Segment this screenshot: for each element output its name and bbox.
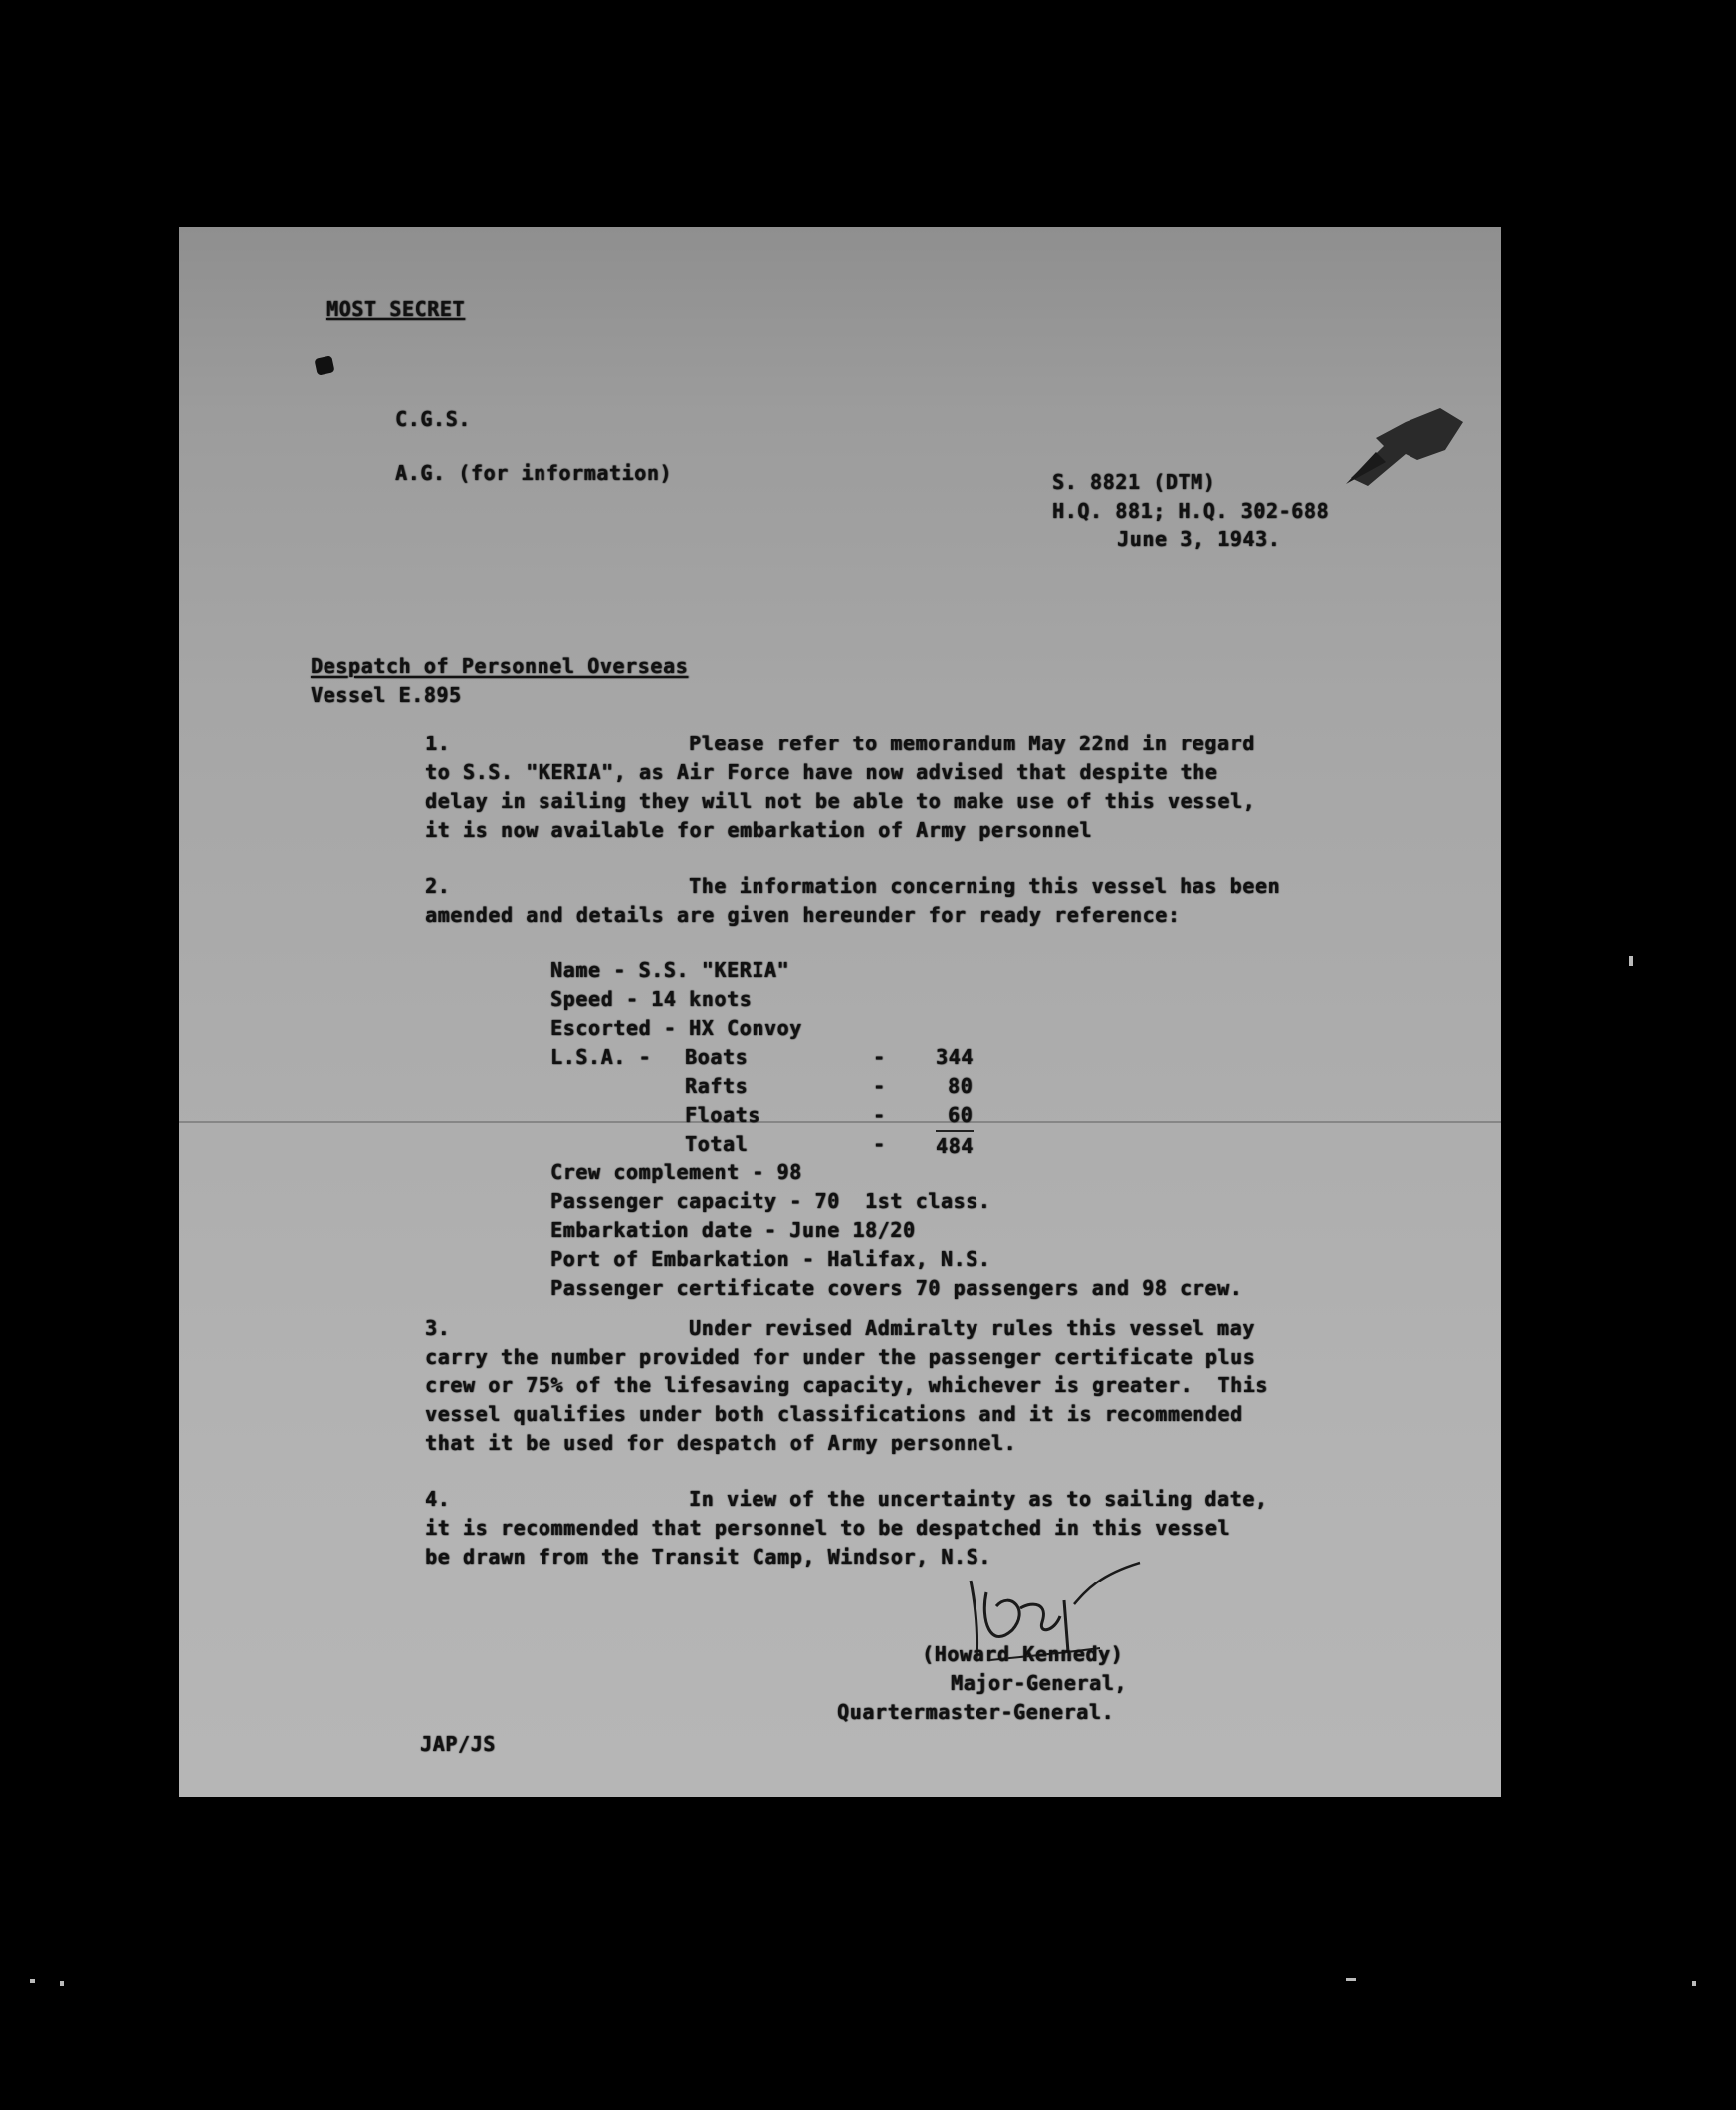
addressee-cgs: C.G.S. (395, 407, 471, 431)
reference-number: S. 8821 (DTM) (1052, 470, 1216, 494)
classification-label: MOST SECRET (326, 297, 466, 320)
para2-number: 2. (425, 874, 451, 898)
typist-initials: JAP/JS (420, 1732, 496, 1756)
lsa-item: Rafts (685, 1074, 749, 1098)
para4-number: 4. (425, 1487, 451, 1511)
scan-speck (1692, 1981, 1696, 1986)
signatory-title: Quartermaster-General. (837, 1700, 1115, 1724)
document-date: June 3, 1943. (1117, 528, 1281, 551)
scan-speck (60, 1981, 64, 1986)
lsa-item: Boats (685, 1045, 749, 1069)
signatory-rank: Major-General, (951, 1671, 1127, 1695)
lsa-item: Floats (685, 1103, 760, 1127)
lsa-dash: - (873, 1103, 886, 1127)
lsa-value: 484 (936, 1130, 974, 1160)
scan-speck (30, 1979, 35, 1983)
detail-crew: Crew complement - 98 (550, 1160, 802, 1184)
addressee-ag: A.G. (for information) (395, 461, 673, 485)
detail-passenger-capacity: Passenger capacity - 70 1st class. (550, 1189, 991, 1213)
lsa-value: 344 (936, 1045, 974, 1069)
scan-speck (1629, 956, 1633, 966)
scan-speck (1346, 1978, 1356, 1981)
arrow-stamp-icon (1346, 408, 1465, 488)
lsa-dash: - (873, 1074, 886, 1098)
detail-embarkation-date: Embarkation date - June 18/20 (550, 1218, 916, 1242)
fold-crease (179, 1121, 1501, 1123)
detail-name: Name - S.S. "KERIA" (550, 958, 790, 982)
subject-line-1: Despatch of Personnel Overseas (311, 654, 689, 678)
lsa-value: 60 (948, 1103, 974, 1127)
para4-text: In view of the uncertainty as to sailing date, it is recommended that personnel to be despatched in this vessel be drawn from the Transit Camp, Windsor, N.S. (425, 1487, 1268, 1569)
para2-text: The information concerning this vessel has been amended and details are given hereunder for ready reference: (425, 874, 1281, 927)
reference-hq: H.Q. 881; H.Q. 302-688 (1052, 499, 1330, 523)
detail-lsa-label: L.S.A. - (550, 1045, 652, 1069)
detail-speed: Speed - 14 knots (550, 987, 753, 1011)
subject-line-2: Vessel E.895 (311, 683, 462, 707)
para3-text: Under revised Admiralty rules this vessel may carry the number provided for under the passenger certificate plus crew or 75% of the lifesaving capacity, whichever is greater. This vessel qualifies under both classifications and it is recommended that it be used for despatch of Army personnel. (425, 1316, 1268, 1455)
lsa-item: Total (685, 1132, 749, 1156)
lsa-value: 80 (948, 1074, 974, 1098)
lsa-dash: - (873, 1045, 886, 1069)
para1-number: 1. (425, 732, 451, 755)
detail-certificate: Passenger certificate covers 70 passengers and 98 crew. (550, 1276, 1243, 1300)
signatory-name: (Howard Kennedy) (922, 1642, 1124, 1666)
para1-text: Please refer to memorandum May 22nd in regard to S.S. "KERIA", as Air Force have now advised that despite the delay in sailing they will not be able to make use of this vessel, it is now available for embarkation of Army personnel (425, 732, 1256, 842)
lsa-dash: - (873, 1132, 886, 1156)
detail-escorted: Escorted - HX Convoy (550, 1016, 802, 1040)
para3-number: 3. (425, 1316, 451, 1340)
detail-port: Port of Embarkation - Halifax, N.S. (550, 1247, 991, 1271)
